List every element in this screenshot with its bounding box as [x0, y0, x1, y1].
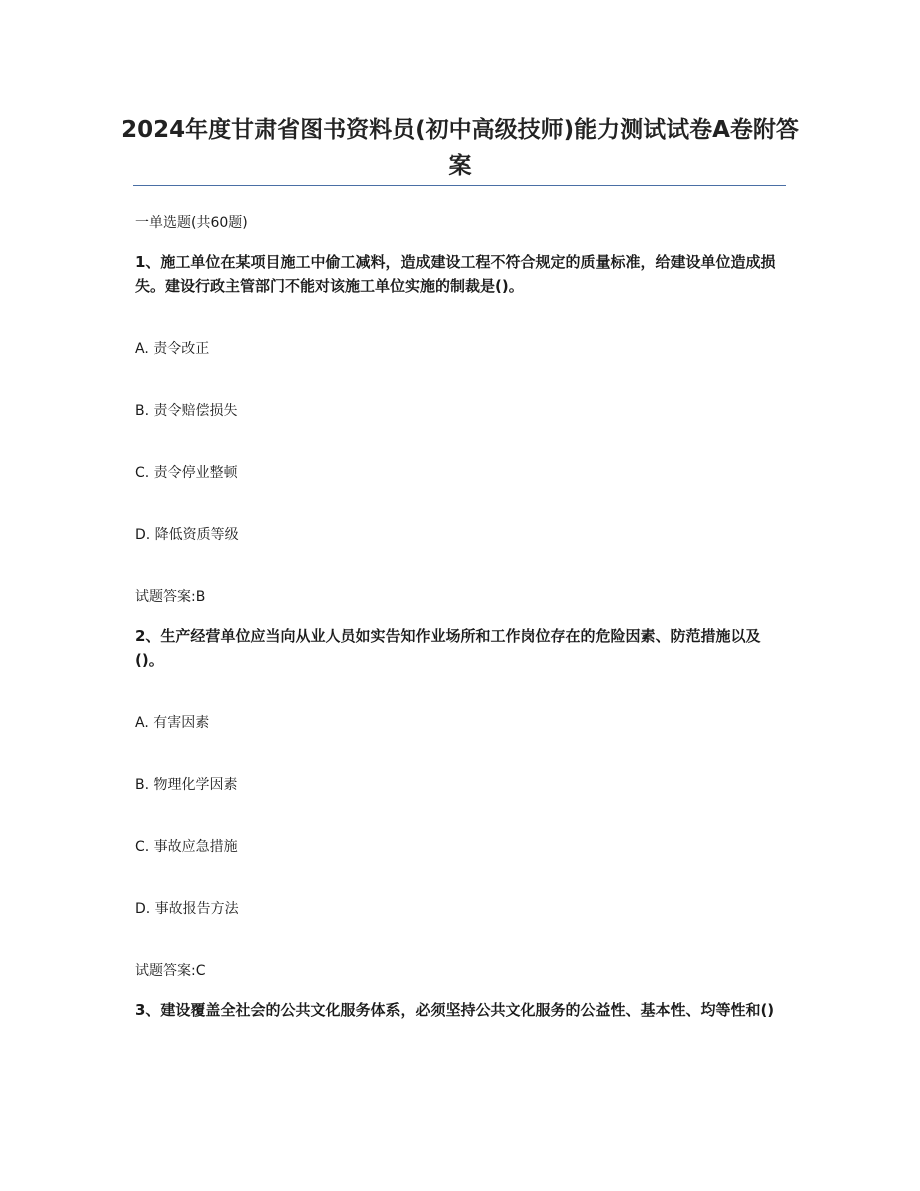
section-heading: 一单选题(共60题): [135, 215, 248, 231]
question-2-option-b: B. 物理化学因素: [135, 777, 238, 793]
question-2-option-c: C. 事故应急措施: [135, 839, 238, 855]
question-1-option-a: A. 责令改正: [135, 341, 210, 357]
question-2-option-a: A. 有害因素: [135, 715, 210, 731]
question-2: 2、生产经营单位应当向从业人员如实告知作业场所和工作岗位存在的危险因素、防范措施以及()。: [135, 627, 761, 669]
question-2-option-d: D. 事故报告方法: [135, 901, 239, 917]
question-1-answer: 试题答案:B: [135, 589, 206, 605]
question-1-option-b: B. 责令赔偿损失: [135, 403, 238, 419]
question-1-option-d: D. 降低资质等级: [135, 527, 239, 543]
title-divider: [133, 185, 786, 186]
question-3: 3、建设覆盖全社会的公共文化服务体系，必须坚持公共文化服务的公益性、基本性、均等性和(): [135, 1001, 775, 1019]
document-title: 2024年度甘肃省图书资料员(初中高级技师)能力测试试卷A卷附答案: [121, 117, 799, 179]
question-1-option-c: C. 责令停业整顿: [135, 465, 238, 481]
question-2-answer: 试题答案:C: [135, 963, 206, 979]
question-1: 1、施工单位在某项目施工中偷工减料，造成建设工程不符合规定的质量标准，给建设单位造成损失。建设行政主管部门不能对该施工单位实施的制裁是()。: [135, 253, 776, 295]
